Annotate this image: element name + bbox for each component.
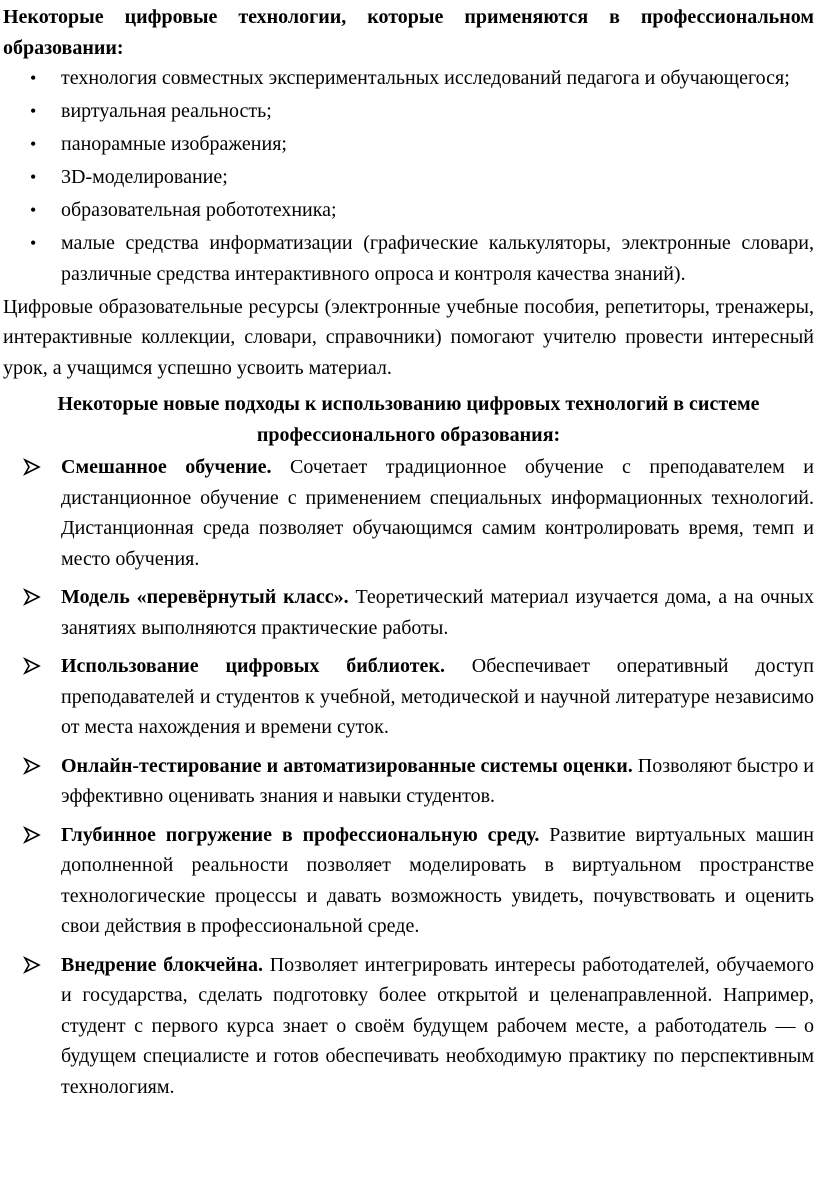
list-item: • малые средства информатизации (графические калькуляторы, электронные словари, различные средства интерактивного опроса и контроля качества знаний). <box>61 228 814 289</box>
approach-text: Сочетает традиционное обучение с преподавателем и дистанционное обучение с применением специальных информационных технологий. Дистанционная среда позволяет обучающимся самим контролировать время, темп и место обучения. <box>61 456 814 570</box>
bullet-icon: • <box>30 200 37 220</box>
approaches-list <box>3 452 814 1102</box>
section-heading-new-approaches: Некоторые новые подходы к использованию цифровых технологий в системе профессионального образования: <box>57 393 760 446</box>
arrow-bullet-icon <box>23 588 41 606</box>
approach-text: Развитие виртуальных машин дополненной реальности позволяет моделировать в виртуальном пространстве технологические процессы и давать возможность увидеть, почувствовать и оценить свои действия в профессиональной среде. <box>61 823 814 937</box>
list-item: • панорамные изображения; <box>61 129 814 160</box>
approach-title: Смешанное обучение. <box>61 456 272 478</box>
digital-resources-paragraph: Цифровые образовательные ресурсы (электронные учебные пособия, репетиторы, тренажеры, интерактивные коллекции, словари, справочники) помогают учителю провести интересный урок, а учащимся успешно усвоить материал. <box>3 295 814 379</box>
approach-title: Модель «перевёрнутый класс». <box>61 586 349 608</box>
arrow-bullet-icon <box>23 826 41 844</box>
approach-item-deep-immersion <box>61 820 814 942</box>
list-item: • 3D-моделирование; <box>61 162 814 193</box>
approach-item-online-testing <box>61 751 814 812</box>
approach-text: Позволяют быстро и эффективно оценивать знания и навыки студентов. <box>61 754 814 807</box>
approach-item-digital-libraries <box>61 651 814 743</box>
approach-title: Внедрение блокчейна. <box>61 953 263 976</box>
approach-title: Использование цифровых библиотек. <box>61 655 445 677</box>
bullet-icon: • <box>30 101 37 121</box>
bullet-icon: • <box>30 167 37 187</box>
bullet-icon: • <box>30 68 37 88</box>
list-item: • образовательная робототехника; <box>61 195 814 226</box>
approach-item-blockchain <box>61 950 814 1103</box>
approach-title: Онлайн-тестирование и автоматизированные системы оценки. <box>61 754 633 777</box>
arrow-bullet-icon <box>23 757 41 775</box>
section-heading-digital-technologies: Некоторые цифровые технологии, которые применяются в профессиональном образовании: <box>3 6 814 59</box>
approach-text: Позволяет интегрировать интересы работодателей, обучаемого и государства, сделать подготовку более открытой и целенаправленной. Например, студент с первого курса знает о своём будущем рабочем месте, а работодатель — о будущем специалисте и готов обеспечивать необходимую практику по перспективным технологиям. <box>61 953 814 1098</box>
approach-item-flipped-class <box>61 582 814 643</box>
list-item: • виртуальная реальность; <box>61 96 814 127</box>
approach-text: Теоретический материал изучается дома, а на очных занятиях выполняются практические работы. <box>61 586 814 639</box>
list-item: • технология совместных экспериментальных исследований педагога и обучающегося; <box>61 63 814 94</box>
bullet-icon: • <box>30 134 37 154</box>
approach-title: Глубинное погружение в профессиональную среду. <box>61 823 540 846</box>
bullet-icon: • <box>30 233 37 253</box>
arrow-bullet-icon <box>23 956 41 974</box>
arrow-bullet-icon <box>23 657 41 675</box>
approach-text: Обеспечивает оперативный доступ преподавателей и студентов к учебной, методической и научной литературе независимо от места нахождения и времени суток. <box>61 655 814 738</box>
approach-item-blended-learning <box>61 452 814 574</box>
arrow-bullet-icon <box>23 458 41 476</box>
technologies-list <box>3 63 814 289</box>
